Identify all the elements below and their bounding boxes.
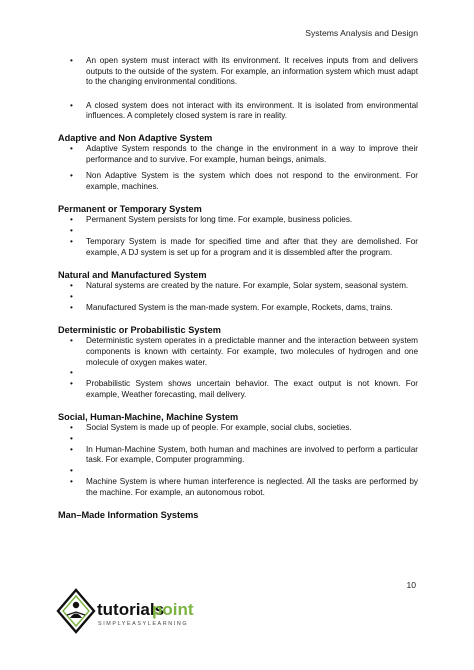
list-item: [58, 56, 418, 88]
list-item: [58, 171, 418, 192]
bullet-text: Non Adaptive System is the system which does not respond to the environment. For example, machines.: [86, 171, 418, 191]
section-heading-man-made: Man–Made Information Systems: [58, 510, 199, 521]
bullet-icon: •: [70, 302, 73, 312]
bullet-icon: •: [70, 215, 73, 225]
page-content: [58, 56, 418, 521]
bullet-text: Deterministic system operates in a predictable manner and the interaction between system components is known with certainty. For example, two molecules of hydrogen and one molecule of oxygen makes water.: [86, 336, 418, 367]
bullet-text: Natural systems are created by the nature. For example, Solar system, seasonal system.: [86, 281, 409, 291]
bullet-list-deterministic: [58, 336, 418, 400]
bullet-icon: •: [70, 423, 73, 433]
list-item-empty: [58, 466, 418, 477]
bullet-text: Machine System is where human interference is neglected. All the tasks are performed by the machine. For example, an autonomous robot.: [86, 477, 418, 497]
list-item: [58, 445, 418, 466]
bullet-icon: •: [70, 281, 73, 291]
bullet-text: Temporary System is made for specified time and after that they are demolished. For example, A DJ system is set up for a program and it is dissembled after the program.: [86, 236, 418, 257]
tutorialspoint-logo-graphic: [54, 588, 204, 634]
bullet-icon: •: [70, 100, 73, 110]
bullet-icon: •: [70, 368, 73, 378]
list-item: [58, 237, 418, 258]
logo-text-part1: tutorials: [97, 600, 165, 619]
section-heading-social: Social, Human-Machine, Machine System: [58, 412, 239, 423]
logo-emblem-icon: [58, 590, 94, 632]
list-item-empty: [58, 292, 418, 303]
section-heading-deterministic: Deterministic or Probabilistic System: [58, 325, 221, 336]
bullet-icon: •: [70, 477, 73, 487]
bullet-icon: •: [70, 225, 73, 235]
list-item-empty: [58, 368, 418, 379]
bullet-icon: •: [70, 171, 73, 181]
list-item-empty: [58, 434, 418, 445]
bullet-icon: •: [70, 143, 73, 153]
bullet-text: Probabilistic System shows uncertain behavior. The exact output is not known. For example, Weather forecasting, mail delivery.: [86, 379, 418, 399]
list-item: [58, 477, 418, 498]
logo-tagline: SIMPLYEASYLEARNING: [98, 621, 189, 627]
intro-bullet-list: [58, 56, 418, 122]
list-item: [58, 144, 418, 165]
bullet-icon: •: [70, 466, 73, 476]
list-item: [58, 379, 418, 400]
section-heading-adaptive: Adaptive and Non Adaptive System: [58, 132, 213, 143]
tutorialspoint-logo: [54, 588, 204, 634]
list-item: [58, 336, 418, 368]
bullet-list-permanent: [58, 215, 418, 258]
bullet-text: Manufactured System is the man-made system. For example, Rockets, dams, trains.: [86, 302, 393, 312]
bullet-text: Permanent System persists for long time. For example, business policies.: [86, 215, 353, 225]
list-item-empty: [58, 226, 418, 237]
bullet-list-social: [58, 423, 418, 498]
bullet-icon: •: [70, 336, 73, 346]
page-number: 10: [406, 580, 416, 590]
list-item: [58, 423, 418, 434]
section-heading-permanent: Permanent or Temporary System: [58, 204, 202, 215]
list-item: [58, 215, 418, 226]
bullet-list-natural: [58, 281, 418, 313]
bullet-icon: •: [70, 291, 73, 301]
running-header: Systems Analysis and Design: [305, 28, 418, 38]
bullet-icon: •: [70, 236, 73, 246]
bullet-icon: •: [70, 433, 73, 443]
section-heading-natural: Natural and Manufactured System: [58, 270, 207, 281]
bullet-text: Social System is made up of people. For example, social clubs, societies.: [86, 423, 352, 433]
bullet-text: Adaptive System responds to the change in the environment in a way to improve their performance and to survive. For example, human beings, animals.: [86, 143, 418, 164]
bullet-text: A closed system does not interact with its environment. It is isolated from environmental influences. A completely closed system is rare in reality.: [86, 100, 418, 121]
bullet-icon: •: [70, 379, 73, 389]
list-item: [58, 281, 418, 292]
list-item: [58, 101, 418, 122]
bullet-text: In Human-Machine System, both human and machines are involved to perform a particular task. For example, Computer programming.: [86, 444, 418, 465]
list-item: [58, 303, 418, 314]
bullet-text: An open system must interact with its environment. It receives inputs from and delivers outputs to the outside of the system. For example, an information system which must adapt to the changing environmental conditions.: [86, 56, 418, 87]
bullet-list-adaptive: [58, 144, 418, 192]
bullet-icon: •: [70, 56, 73, 65]
bullet-icon: •: [70, 444, 73, 454]
logo-text-part2: point: [152, 600, 194, 619]
